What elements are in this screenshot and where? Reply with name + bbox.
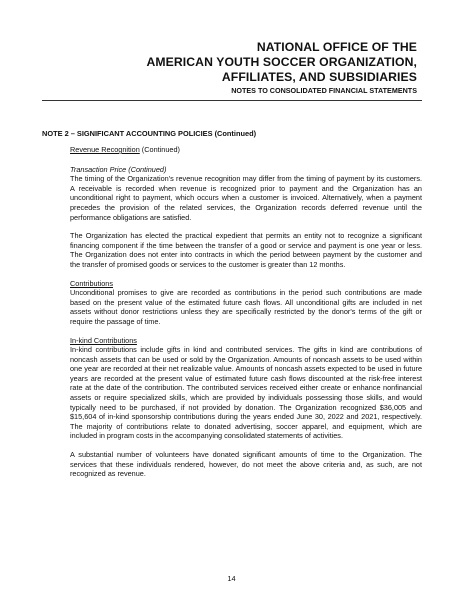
transaction-price-heading: Transaction Price (Continued): [70, 164, 167, 174]
org-name-line-2: AMERICAN YOUTH SOCCER ORGANIZATION,: [146, 55, 417, 69]
transaction-price-paragraph-2: The Organization has elected the practical expedient that permits an entity not to recognize a significant financing component if the time between the transfer of a good or service and payment is one year or less. The Organization does not enter into contracts in which the period between payment by the customer and the transfer of promised goods or services to the customer is greater than 12 months.: [70, 231, 422, 269]
section-heading-text: Revenue Recognition: [70, 145, 140, 154]
section-heading: [70, 145, 422, 155]
inkind-heading: In-kind Contributions: [70, 335, 137, 345]
report-subtitle: NOTES TO CONSOLIDATED FINANCIAL STATEMENTS: [231, 86, 417, 95]
note-title: NOTE 2 – SIGNIFICANT ACCOUNTING POLICIES (Continued): [42, 129, 257, 138]
report-header: [37, 40, 417, 96]
inkind-paragraph: In-kind contributions include gifts in kind and contributed services. The gifts in kind are contributions of noncash assets that can be used or sold by the Organization. Amounts of noncash assets to be used within one year are recorded at their net realizable value. Amounts of noncash assets expected to be used in future years are recorded at the present value of estimated future cash flows discounted at the risk-free interest rate at the date of the contribution. The contributed services received either create or enhance nonfinancial assets or require specialized skills, which are provided by individuals possessing those skills, and would typically need to be purchased, if not provided by donation. The Organization recognized $36,005 and $15,604 of in-kind sponsorship contributions during the years ended June 30, 2022 and 2021, respectively. The majority of contributions relate to donated advertising, soccer apparel, and equipment, which are included in program costs in the accompanying consolidated statements of activities.: [70, 345, 422, 441]
org-name-line-3: AFFILIATES, AND SUBSIDIARIES: [221, 70, 417, 84]
contributions-paragraph: Unconditional promises to give are recorded as contributions in the period such contributions are made based on the present value of the estimated future cash flows. All unconditional gifts are included in net assets without donor restrictions unless they are specifically restricted by the donor's terms of the gift or require the passage of time.: [70, 288, 422, 326]
note-content: [70, 145, 422, 479]
page-number: 14: [227, 574, 236, 583]
section-heading-suffix: (Continued): [139, 145, 180, 154]
volunteers-paragraph: A substantial number of volunteers have donated significant amounts of time to the Organization. The services that these individuals rendered, however, do not meet the above criteria and, as such, are not recognized as revenue.: [70, 450, 422, 479]
contributions-heading: Contributions: [70, 278, 113, 288]
header-divider: [42, 100, 422, 101]
org-name-line-1: NATIONAL OFFICE OF THE: [256, 40, 417, 54]
transaction-price-paragraph-1: The timing of the Organization's revenue recognition may differ from the timing of payment by its customers. A receivable is recorded when revenue is recognized prior to payment and the Organization has an unconditional right to payment, which occurs when a customer is invoiced. Alternatively, when a payment precedes the provision of the related services, the Organization records deferred revenue until the performance obligations are satisfied.: [70, 174, 422, 222]
